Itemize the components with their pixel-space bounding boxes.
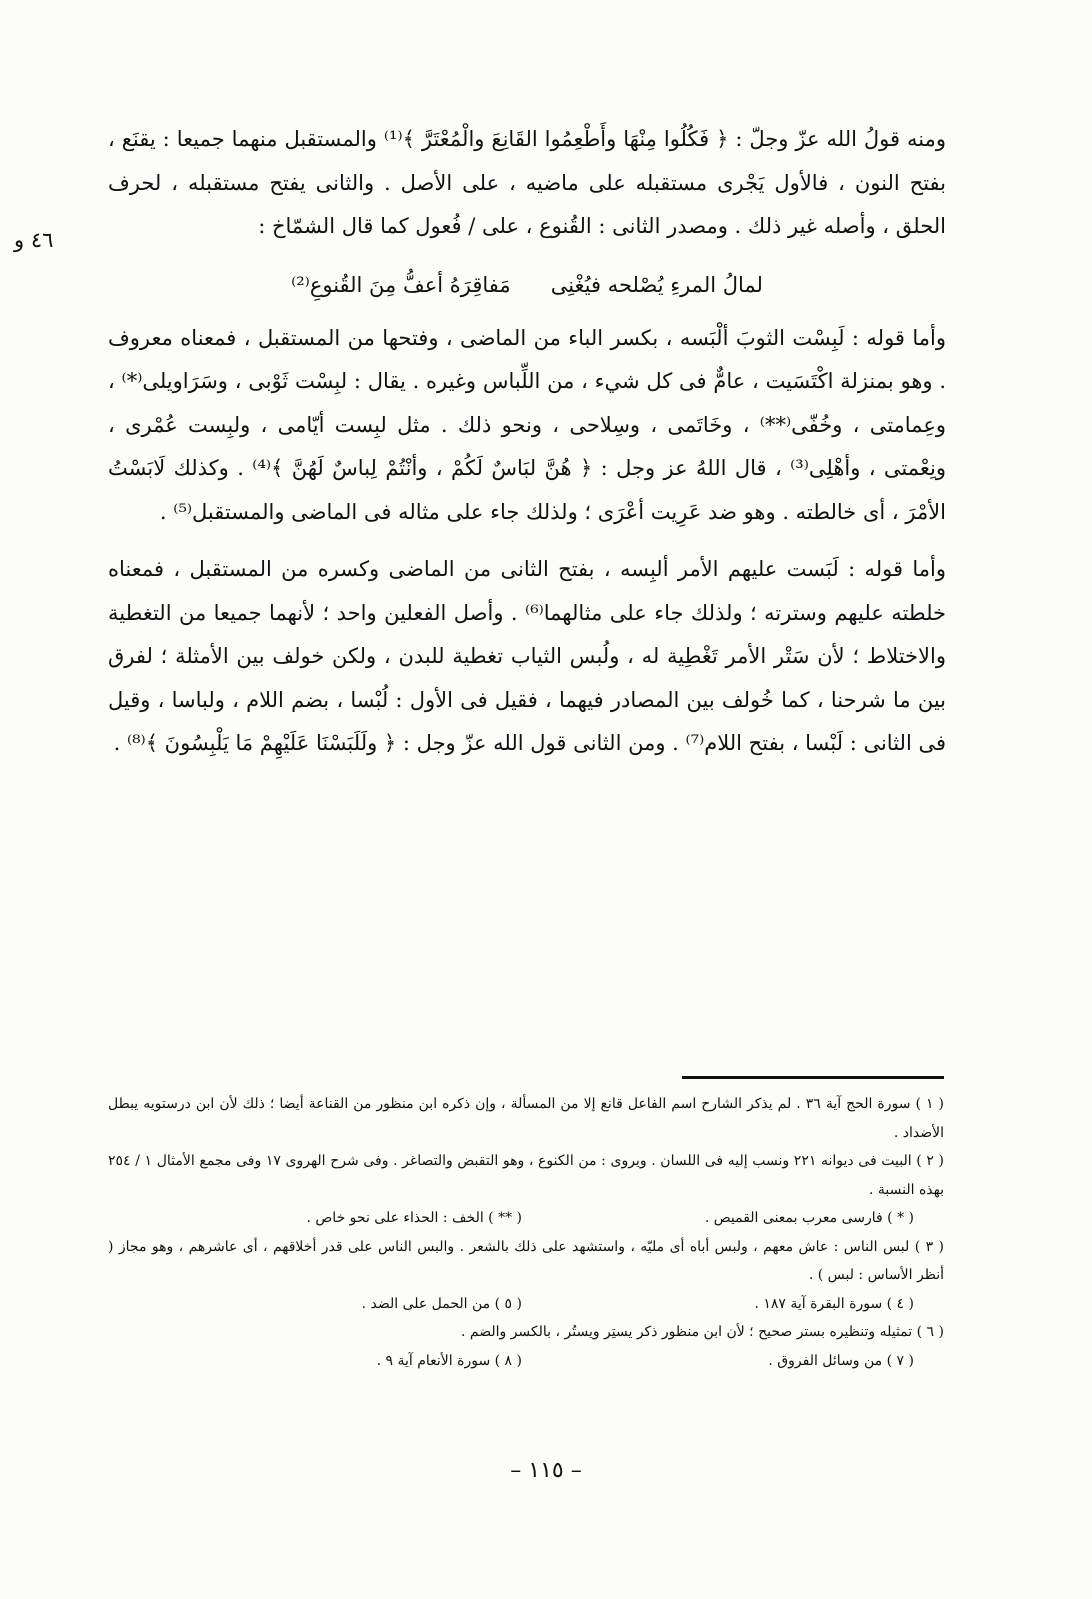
footnote-row-7-8 <box>108 1347 944 1376</box>
footnote-double-star: ( ** ) الخف : الحذاء على نحو خاص . <box>306 1210 522 1226</box>
footnote-row-4-5 <box>108 1290 944 1319</box>
paragraph-2: وأما قوله : لَبِسْت الثوبَ ألْبَسه ، بكسر الباء من الماضى ، وفتحها من المستقبل ، فمعناه معروف . وهو بمنزلة اكْتَسَيت ، عامٌّ فى كل شيء ، من اللِّباس وغيره . يقال : لبِسْت ثَوْبى ، وسَرَاويلى⁽*⁾ ، وعِمامتى ، وخُفّى⁽**⁾ ، وخَاتَمى ، وسِلاحى ، ونحو ذلك . مثل لبِست أيّامى ، ولبِست عُمْرى ، ونِعْمتى ، وأهْلِى⁽³⁾ ، قال اللهُ عز وجل : ﴿ هُنَّ لبَاسٌ لَكُمْ ، وأنْتُمْ لِباسٌ لَهُنَّ ﴾⁽⁴⁾ . وكذلك لَابَسْتُ الأمْرَ ، أى خالطته . وهو ضد عَرِيت أعْرَى ؛ ولذلك جاء على مثاله فى الماضى والمستقبل⁽⁵⁾ . <box>108 325 947 524</box>
page-number: – ١١٥ – <box>510 1458 582 1483</box>
footnote-3: ( ٣ ) لبس الناس : عاش معهم ، ولبس أباه أى مليّه ، واستشهد على ذلك بالشعر . والبس الناس على قدر أخلاقهم ، أى عاشرهم ، وهو مجاز ( أنظر الأساس : لبس ) . <box>108 1238 945 1283</box>
footnote-6: ( ٦ ) تمثيله وتنظيره بستر صحيح ؛ لأن ابن منظور ذكر يستِر ويستُر ، بالكسر والضم . <box>460 1324 944 1340</box>
main-text <box>108 118 946 766</box>
footnote-4: ( ٤ ) سورة البقرة آية ١٨٧ . <box>754 1295 914 1312</box>
footnote-separator <box>682 1076 944 1079</box>
footnotes <box>108 1090 944 1375</box>
footnote-7: ( ٧ ) من وسائل الفروق . <box>768 1352 914 1369</box>
footnote-star: ( * ) فارسى معرب بمعنى القميص . <box>704 1210 914 1226</box>
footnote-8: ( ٨ ) سورة الأنعام آية ٩ . <box>376 1352 522 1369</box>
footnote-1: ( ١ ) سورة الحج آية ٣٦ . لم يذكر الشارح اسم الفاعل قانع إلا من المسألة ، وإن ذكره ابن منظور من القناعة أيضا ؛ ذلك لأن ابن درستويه يبطل الأضداد . <box>108 1096 944 1141</box>
footnote-row-star <box>108 1204 944 1233</box>
paragraph-3: وأما قوله : لَبَست عليهم الأمر ألبِسه ، بفتح الثانى من الماضى وكسره من المستقبل ، فمعناه خلطته عليهم وسترته ؛ ولذلك جاء على مثالهما⁽⁶⁾ . وأصل الفعلين واحد ؛ لأنهما جميعا من التغطية والاختلاط ؛ لأن سَتْر الأمر تَغْطِية له ، ولُبس الثياب تغطية للبدن ، ولكن خولف بين الأمثلة ؛ لفرق بين ما شرحنا ، كما خُولف بين المصادر فيهما ، فقيل فى الأول : لُبْسا ، بضم اللام ، ولباسا ، وقيل فى الثانى : لَبْسا ، بفتح اللام⁽⁷⁾ . ومن الثانى قول الله عزّ وجل : ﴿ ولَلَبَسْنَا عَلَيْهِمْ مَا يَلْبِسُونَ ﴾⁽⁸⁾ . <box>108 557 946 755</box>
paragraph-1: ومنه قولُ الله عزّ وجلّ : ﴿ فَكُلُوا مِنْهَا وأَطْعِمُوا القَانِعَ والْمُعْتَرَّ ﴾⁽¹⁾ والمستقبل منهما جميعا : يقنَع ، بفتح النون ، فالأول يَجْرى مستقبله على ماضيه ، على الأصل . والثانى يفتح مستقبله ، لحرف الحلق ، وأصله غير ذلك . ومصدر الثانى : القُنوع ، على / فُعول كما قال الشمّاخ : <box>108 127 946 238</box>
footnote-2: ( ٢ ) البيت فى ديوانه ٢٢١ ونسب إليه فى اللسان . ويروى : من الكنوع ، وهو التقبض والتصاغر . وفى شرح الهروى ١٧ وفى مجمع الأمثال ١ / ٢٥٤ بهذه النسبة . <box>108 1153 944 1198</box>
poem-verse: لمالُ المرءِ يُصْلحه فيُغْنِى مَفاقِرَهُ أعفُّ مِنَ القُنوعِ⁽²⁾ <box>291 272 763 297</box>
footnote-5: ( ٥ ) من الحمل على الضد . <box>361 1295 522 1312</box>
margin-folio-note: ٤٦ و <box>14 228 54 252</box>
